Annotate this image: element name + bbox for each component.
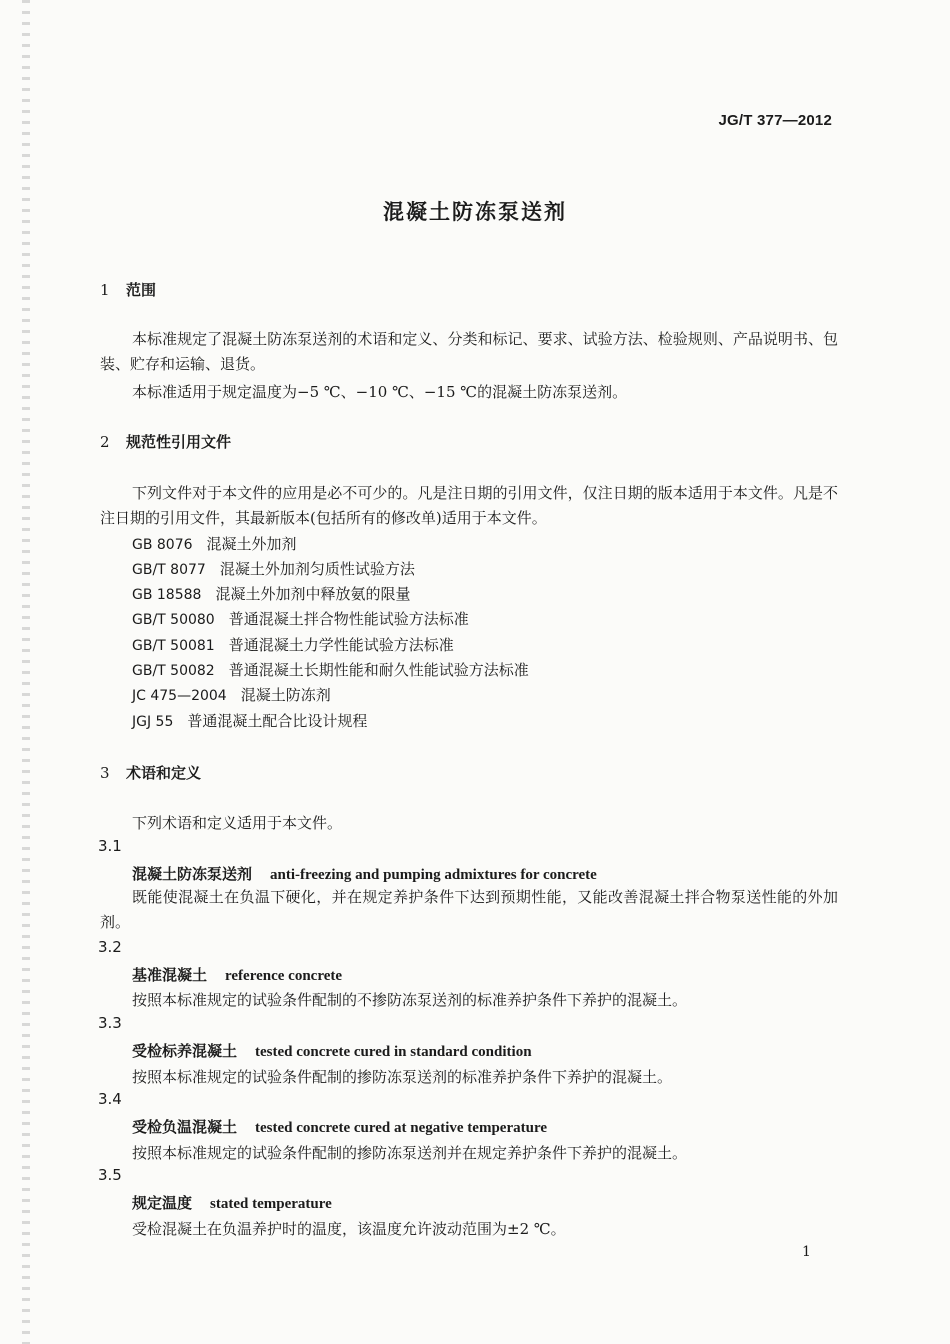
document-title: 混凝土防冻泵送剂 [383, 199, 567, 224]
section-number: 2 [100, 433, 110, 451]
reference-title: 普通混凝土力学性能试验方法标准 [228, 636, 454, 654]
reference-code: JC 475—2004 [132, 688, 227, 704]
reference-title: 普通混凝土长期性能和耐久性能试验方法标准 [228, 661, 529, 679]
reference-code: GB 18588 [132, 587, 202, 603]
term-en: tested concrete cured at negative temperature [255, 1120, 547, 1136]
term-zh: 规定温度 [132, 1194, 193, 1212]
term-en: reference concrete [225, 968, 343, 984]
reference-code: GB/T 50082 [132, 663, 215, 679]
reference-title: 普通混凝土拌合物性能试验方法标准 [228, 610, 469, 628]
reference-code: GB/T 8077 [132, 562, 206, 578]
section-title: 术语和定义 [126, 764, 202, 782]
clause-number: 3.2 [98, 938, 122, 956]
term-definition: 按照本标准规定的试验条件配制的不掺防冻泵送剂的标准养护条件下养护的混凝土。 [132, 991, 688, 1009]
section-heading-1 [100, 279, 156, 300]
term-heading [132, 964, 342, 985]
term-zh: 受检负温混凝土 [132, 1118, 238, 1136]
clause-number: 3.4 [98, 1090, 122, 1108]
reference-title: 混凝土外加剂匀质性试验方法 [219, 560, 415, 578]
reference-code: GB 8076 [132, 537, 193, 553]
terms-intro: 下列术语和定义适用于本文件。 [132, 814, 343, 832]
term-definition: 按照本标准规定的试验条件配制的掺防冻泵送剂的标准养护条件下养护的混凝土。 [132, 1068, 673, 1086]
reference-item [132, 684, 331, 705]
term-heading [132, 1192, 332, 1213]
reference-item [132, 659, 529, 680]
reference-title: 混凝土外加剂 [206, 535, 297, 553]
reference-code: GB/T 50081 [132, 638, 215, 654]
term-zh: 基准混凝土 [132, 966, 208, 984]
term-en: anti-freezing and pumping admixtures for concrete [270, 867, 597, 883]
reference-item [132, 634, 454, 655]
paragraph-scope-applicability: 本标准适用于规定温度为−5 ℃、−10 ℃、−15 ℃的混凝土防冻泵送剂。 [132, 383, 628, 401]
section-heading-3 [100, 762, 201, 783]
reference-item [132, 583, 410, 604]
reference-title: 混凝土外加剂中释放氨的限量 [215, 585, 411, 603]
term-zh: 受检标养混凝土 [132, 1042, 238, 1060]
reference-title: 混凝土防冻剂 [240, 686, 331, 704]
term-heading [132, 863, 597, 884]
term-definition: 按照本标准规定的试验条件配制的掺防冻泵送剂并在规定养护条件下养护的混凝土。 [132, 1144, 688, 1162]
term-zh: 混凝土防冻泵送剂 [132, 865, 253, 883]
section-number: 3 [100, 764, 110, 782]
term-definition: 既能使混凝土在负温下硬化，并在规定养护条件下达到预期性能，又能改善混凝土拌合物泵送性能的外加剂。 [100, 888, 838, 931]
section-heading-2 [100, 431, 231, 452]
paragraph-normative-refs: 下列文件对于本文件的应用是必不可少的。凡是注日期的引用文件，仅注日期的版本适用于本文件。凡是不注日期的引用文件，其最新版本(包括所有的修改单)适用于本文件。 [100, 484, 838, 527]
term-heading [132, 1116, 547, 1137]
reference-item [132, 710, 367, 731]
page-number: 1 [802, 1244, 811, 1260]
section-number: 1 [100, 281, 110, 299]
reference-title: 普通混凝土配合比设计规程 [187, 712, 368, 730]
standard-code: JG/T 377—2012 [718, 112, 832, 129]
reference-code: JGJ 55 [132, 714, 174, 730]
term-definition: 受检混凝土在负温养护时的温度，该温度允许波动范围为±2 ℃。 [132, 1220, 566, 1238]
paragraph-scope: 本标准规定了混凝土防冻泵送剂的术语和定义、分类和标记、要求、试验方法、检验规则、产品说明书、包装、贮存和运输、退货。 [100, 330, 838, 373]
term-en: stated temperature [210, 1196, 332, 1212]
term-heading [132, 1040, 532, 1061]
clause-number: 3.1 [98, 837, 122, 855]
reference-item [132, 533, 297, 554]
term-en: tested concrete cured in standard condition [255, 1044, 532, 1060]
clause-number: 3.5 [98, 1166, 122, 1184]
section-title: 规范性引用文件 [126, 433, 232, 451]
reference-item [132, 608, 469, 629]
clause-number: 3.3 [98, 1014, 122, 1032]
reference-item [132, 558, 415, 579]
section-title: 范围 [126, 281, 157, 299]
reference-code: GB/T 50080 [132, 612, 215, 628]
